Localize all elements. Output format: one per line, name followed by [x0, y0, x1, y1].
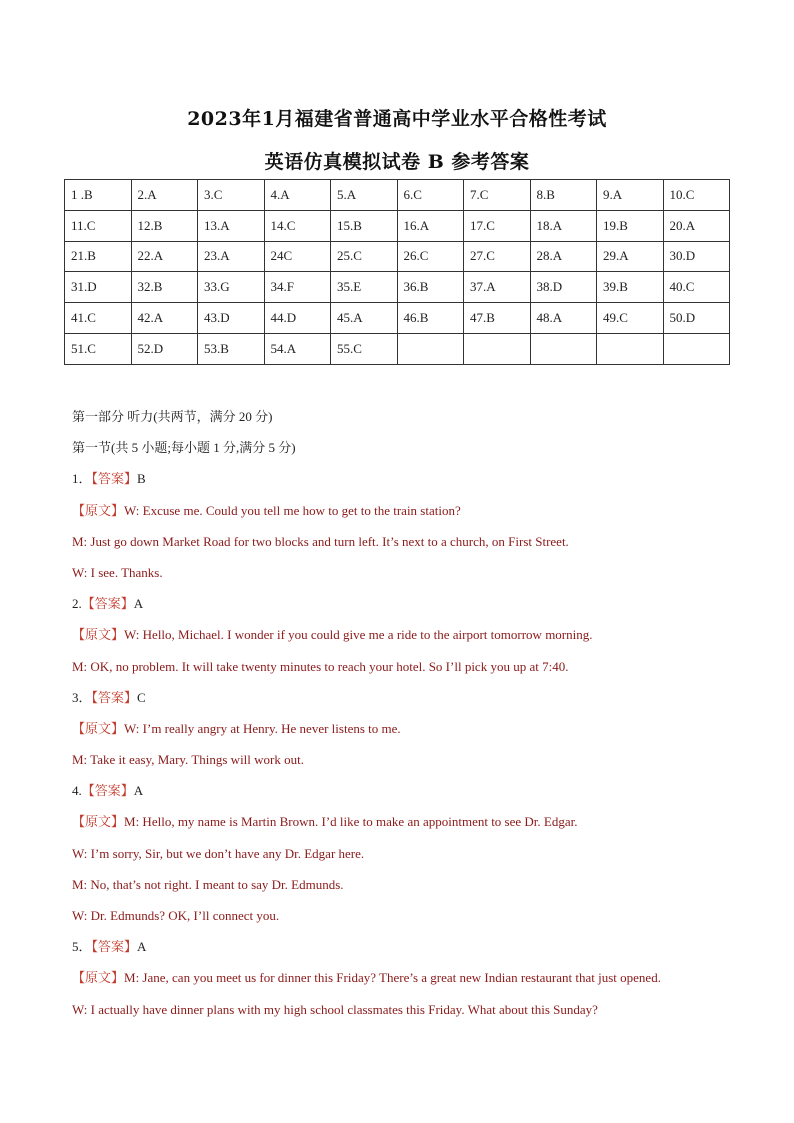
page-subtitle: 英语仿真模拟试卷 B 参考答案 — [264, 151, 530, 173]
table-cell: 26.C — [397, 241, 464, 272]
transcript-line — [72, 654, 752, 685]
transcript-line — [72, 529, 752, 560]
table-cell: 25.C — [331, 241, 398, 272]
table-row — [65, 333, 730, 364]
table-cell: 44.D — [264, 303, 331, 334]
listening-section — [72, 404, 752, 1028]
answer-line — [72, 778, 752, 809]
table-cell: 19.B — [597, 210, 664, 241]
answer-value: B — [137, 471, 146, 487]
table-cell: 3.C — [198, 180, 265, 211]
transcript-tag: 【原文】 — [72, 720, 125, 736]
transcript-text: M: Take it easy, Mary. Things will work out. — [72, 752, 304, 768]
page-title: 2023年1月福建省普通高中学业水平合格性考试 — [187, 108, 607, 130]
table-row — [65, 272, 730, 303]
table-cell: 23.A — [198, 241, 265, 272]
part-heading: 第一部分 听力(共两节，满分 20 分) — [72, 409, 273, 424]
transcript-text: W: I’m really angry at Henry. He never listens to me. — [124, 720, 401, 736]
table-cell: 37.A — [464, 272, 531, 303]
table-cell: 27.C — [464, 241, 531, 272]
table-cell: 22.A — [131, 241, 198, 272]
table-row — [65, 210, 730, 241]
answer-tag: 【答案】 — [81, 596, 134, 612]
transcript-tag: 【原文】 — [72, 627, 125, 643]
table-cell: 11.C — [65, 210, 132, 241]
table-cell: 31.D — [65, 272, 132, 303]
table-cell: 35.E — [331, 272, 398, 303]
transcript-line — [72, 965, 752, 996]
question-number: 4. — [72, 783, 82, 799]
table-cell: 1 .B — [65, 180, 132, 211]
answer-value: A — [137, 939, 147, 955]
transcript-line — [72, 809, 752, 840]
question-number: 5． — [72, 939, 92, 955]
table-cell: 54.A — [264, 333, 331, 364]
table-cell: 13.A — [198, 210, 265, 241]
table-cell: 17.C — [464, 210, 531, 241]
transcript-tag: 【原文】 — [72, 502, 125, 518]
table-cell: 49.C — [597, 303, 664, 334]
table-cell: 53.B — [198, 333, 265, 364]
table-cell: 14.C — [264, 210, 331, 241]
answer-line — [72, 591, 752, 622]
table-cell: 43.D — [198, 303, 265, 334]
transcript-tag: 【原文】 — [72, 970, 125, 986]
question-number: 1． — [72, 471, 92, 487]
transcript-line — [72, 560, 752, 591]
transcript-text: M: Just go down Market Road for two blocks and turn left. It’s next to a church, on First Street. — [72, 533, 569, 549]
table-cell: 41.C — [65, 303, 132, 334]
table-cell — [663, 333, 730, 364]
answer-tag: 【答案】 — [91, 939, 138, 955]
table-cell: 10.C — [663, 180, 730, 211]
table-cell: 51.C — [65, 333, 132, 364]
table-cell — [530, 333, 597, 364]
transcript-tag: 【原文】 — [72, 814, 125, 830]
table-cell: 33.G — [198, 272, 265, 303]
table-cell: 18.A — [530, 210, 597, 241]
transcript-text: W: Dr. Edmunds? OK, I’ll connect you. — [72, 908, 280, 923]
table-cell — [397, 333, 464, 364]
table-cell: 5.A — [331, 180, 398, 211]
table-row — [65, 241, 730, 272]
table-cell: 47.B — [464, 303, 531, 334]
table-cell: 8.B — [530, 180, 597, 211]
table-cell: 20.A — [663, 210, 730, 241]
table-cell — [464, 333, 531, 364]
table-cell: 6.C — [397, 180, 464, 211]
table-cell — [597, 333, 664, 364]
table-cell: 39.B — [597, 272, 664, 303]
table-row — [65, 303, 730, 334]
table-row — [65, 180, 730, 211]
transcript-text: M: Hello, my name is Martin Brown. I’d like to make an appointment to see Dr. Edgar. — [124, 814, 578, 830]
table-cell: 55.C — [331, 333, 398, 364]
transcript-text: W: I’m sorry, Sir, but we don’t have any Dr. Edgar here. — [72, 845, 365, 861]
table-cell: 28.A — [530, 241, 597, 272]
table-cell: 12.B — [131, 210, 198, 241]
table-cell: 9.A — [597, 180, 664, 211]
transcript-line — [72, 872, 752, 903]
section-heading: 第一节(共 5 小题;每小题 1 分,满分 5 分) — [72, 440, 296, 456]
question-number: 3． — [72, 689, 92, 705]
table-cell: 24C — [264, 241, 331, 272]
question-list — [72, 466, 752, 1027]
transcript-line — [72, 903, 752, 934]
table-cell: 36.B — [397, 272, 464, 303]
transcript-text: W: I actually have dinner plans with my high school classmates this Friday. What about this Sunday? — [72, 1001, 598, 1017]
answer-tag: 【答案】 — [91, 689, 138, 705]
answer-value: C — [137, 689, 146, 705]
transcript-line — [72, 841, 752, 872]
table-cell: 46.B — [397, 303, 464, 334]
table-cell: 48.A — [530, 303, 597, 334]
table-cell: 34.F — [264, 272, 331, 303]
table-cell: 16.A — [397, 210, 464, 241]
transcript-text: M: No, that’s not right. I meant to say Dr. Edmunds. — [72, 876, 344, 892]
transcript-line — [72, 622, 752, 653]
table-cell: 2.A — [131, 180, 198, 211]
answer-value: A — [133, 783, 144, 799]
answer-line — [72, 685, 752, 716]
table-cell: 32.B — [131, 272, 198, 303]
transcript-text: W: Excuse me. Could you tell me how to get to the train station? — [124, 502, 461, 518]
transcript-line — [72, 747, 752, 778]
transcript-line — [72, 716, 752, 747]
table-cell: 50.D — [663, 303, 730, 334]
table-cell: 45.A — [331, 303, 398, 334]
transcript-text: W: I see. Thanks. — [72, 564, 163, 580]
transcript-line — [72, 997, 752, 1028]
answer-value: A — [133, 596, 144, 612]
table-cell: 21.B — [65, 241, 132, 272]
transcript-text: W: Hello, Michael. I wonder if you could give me a ride to the airport tomorrow morning. — [124, 627, 593, 643]
table-cell: 40.C — [663, 272, 730, 303]
table-cell: 42.A — [131, 303, 198, 334]
question-number: 2. — [72, 596, 82, 612]
table-cell: 15.B — [331, 210, 398, 241]
answer-table — [64, 179, 730, 365]
table-cell: 38.D — [530, 272, 597, 303]
table-cell: 7.C — [464, 180, 531, 211]
table-cell: 30.D — [663, 241, 730, 272]
table-cell: 52.D — [131, 333, 198, 364]
transcript-text: M: OK, no problem. It will take twenty minutes to reach your hotel. So I’ll pick you up at 7:40. — [72, 658, 569, 674]
answer-line — [72, 466, 752, 497]
answer-line — [72, 934, 752, 965]
transcript-text: M: Jane, can you meet us for dinner this Friday? There’s a great new Indian restaurant that just opened. — [124, 970, 661, 986]
answer-tag: 【答案】 — [81, 783, 134, 799]
table-cell: 29.A — [597, 241, 664, 272]
answer-tag: 【答案】 — [91, 471, 138, 487]
table-cell: 4.A — [264, 180, 331, 211]
transcript-line — [72, 498, 752, 529]
